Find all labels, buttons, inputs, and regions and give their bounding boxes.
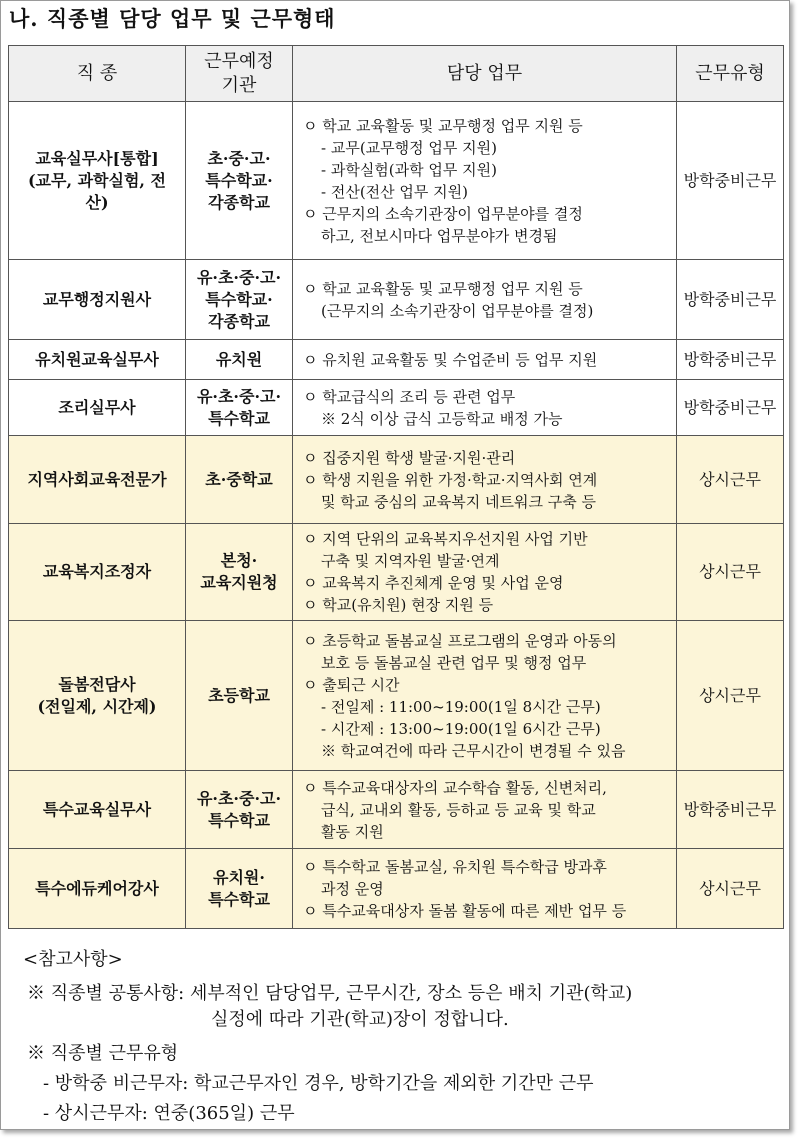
organization-line: 교육지원청 bbox=[200, 573, 278, 592]
organization-line: 초등학교 bbox=[208, 685, 270, 705]
cell-duty-description bbox=[293, 340, 677, 380]
job-type-line: 특수에듀케어강사 bbox=[35, 878, 159, 898]
cell-organization bbox=[186, 436, 293, 524]
organization-line: 특수학교· bbox=[205, 289, 273, 309]
organization-line: 초·중학교 bbox=[205, 469, 273, 489]
duty-line: - 시간제 : 13:00~19:00(1일 6시간 근무) bbox=[321, 719, 601, 738]
header-org bbox=[186, 46, 293, 102]
duty-line: 하고, 전보시마다 업무분야가 변경됨 bbox=[321, 226, 558, 245]
cell-job-type bbox=[9, 436, 186, 524]
cell-organization bbox=[186, 621, 293, 771]
cell-work-type: 상시근무 bbox=[677, 849, 784, 929]
duty-line: ㅇ 초등학교 돌봄교실 프로그램의 운영과 아동의 bbox=[303, 631, 617, 650]
table-row bbox=[9, 436, 784, 524]
table-row bbox=[9, 102, 784, 260]
cell-duty-description bbox=[293, 260, 677, 340]
cell-organization bbox=[186, 380, 293, 436]
job-type-line: 지역사회교육전문가 bbox=[27, 469, 167, 489]
organization-line: 유·초·중·고· bbox=[196, 788, 282, 808]
duty-line: ㅇ 학교급식의 조리 등 관련 업무 bbox=[303, 387, 516, 406]
organization-line: 특수학교· bbox=[205, 170, 273, 190]
organization-line: 특수학교 bbox=[208, 889, 270, 909]
duty-line: ㅇ 학생 지원을 위한 가정·학교·지역사회 연계 bbox=[303, 470, 598, 489]
table-row bbox=[9, 260, 784, 340]
cell-work-type: 상시근무 bbox=[677, 524, 784, 621]
table-row bbox=[9, 380, 784, 436]
duty-line: ㅇ 집중지원 학생 발굴·지원·관리 bbox=[303, 448, 516, 467]
cell-work-type: 방학중비근무 bbox=[677, 260, 784, 340]
organization-line: 유·초·중·고· bbox=[196, 267, 282, 287]
duty-line: ㅇ 유치원 교육활동 및 수업준비 등 업무 지원 bbox=[303, 350, 598, 369]
duty-line: ㅇ 출퇴근 시간 bbox=[303, 675, 400, 694]
header-org-line1: 근무예정 bbox=[204, 50, 274, 72]
notes-sub-vacation: - 방학중 비근무자: 학교근무자인 경우, 방학기간을 제외한 기간만 근무 bbox=[43, 1073, 594, 1094]
organization-line: 특수학교 bbox=[208, 810, 270, 830]
job-type-line: 교육실무사[통합] bbox=[35, 148, 159, 168]
cell-job-type bbox=[9, 849, 186, 929]
duty-table bbox=[8, 45, 784, 929]
cell-job-type bbox=[9, 771, 186, 849]
cell-organization bbox=[186, 102, 293, 260]
duty-line: - 전일제 : 11:00~19:00(1일 8시간 근무) bbox=[321, 697, 601, 716]
organization-line: 특수학교 bbox=[208, 408, 270, 428]
cell-job-type bbox=[9, 621, 186, 771]
duty-line: - 과학실험(과학 업무 지원) bbox=[321, 160, 497, 179]
notes-sub-fulltime: - 상시근무자: 연중(365일) 근무 bbox=[43, 1103, 295, 1124]
header-org-line2: 기관 bbox=[221, 74, 257, 96]
cell-duty-description bbox=[293, 771, 677, 849]
job-type-line: 조리실무사 bbox=[58, 397, 136, 417]
duty-line: ㅇ 교육복지 추진체계 운영 및 사업 운영 bbox=[303, 574, 564, 592]
duty-line: ㅇ 학교 교육활동 및 교무행정 업무 지원 등 bbox=[303, 279, 583, 298]
job-type-line: (전일제, 시간제) bbox=[37, 696, 157, 716]
duty-line: ※ 학교여건에 따라 근무시간이 변경될 수 있음 bbox=[321, 741, 626, 760]
table-row bbox=[9, 771, 784, 849]
duty-line: - 전산(전산 업무 지원) bbox=[321, 182, 468, 201]
cell-duty-description bbox=[293, 436, 677, 524]
job-type-line: (교무, 과학실험, 전 bbox=[27, 170, 167, 190]
cell-organization bbox=[186, 849, 293, 929]
table-row bbox=[9, 524, 784, 621]
notes-common-line1: ※ 직종별 공통사항: 세부적인 담당업무, 근무시간, 장소 등은 배치 기관(학교) bbox=[27, 983, 633, 1004]
job-type-line: 교무행정지원사 bbox=[42, 289, 152, 309]
section-title: 나. 직종별 담당 업무 및 근무형태 bbox=[9, 6, 336, 31]
duty-line: ㅇ 지역 단위의 교육복지우선지원 사업 기반 bbox=[303, 530, 588, 548]
notes-type-heading: ※ 직종별 근무유형 bbox=[27, 1043, 179, 1064]
table-row bbox=[9, 621, 784, 771]
cell-work-type: 상시근무 bbox=[677, 436, 784, 524]
organization-line: 유치원 bbox=[215, 349, 263, 369]
cell-job-type bbox=[9, 340, 186, 380]
organization-line: 각종학교 bbox=[208, 311, 270, 331]
duty-line: 급식, 교내외 활동, 등하교 등 교육 및 학교 bbox=[321, 800, 596, 819]
duty-line: ㅇ 학교 교육활동 및 교무행정 업무 지원 등 bbox=[303, 116, 583, 135]
duty-line: ㅇ 학교(유치원) 현장 지원 등 bbox=[303, 596, 494, 614]
cell-duty-description bbox=[293, 380, 677, 436]
cell-organization bbox=[186, 340, 293, 380]
organization-line: 본청· bbox=[220, 551, 258, 570]
cell-organization bbox=[186, 771, 293, 849]
header-work: 근무유형 bbox=[677, 46, 784, 102]
header-duty: 담당 업무 bbox=[293, 46, 677, 102]
cell-organization bbox=[186, 524, 293, 621]
duty-line: ※ 2식 이상 급식 고등학교 배정 가능 bbox=[321, 409, 563, 428]
job-type-line: 교육복지조정자 bbox=[42, 562, 152, 581]
duty-line: (근무지의 소속기관장이 업무분야를 결정) bbox=[321, 301, 594, 320]
duty-line: ㅇ 특수교육대상자 돌봄 활동에 따른 제반 업무 등 bbox=[303, 901, 627, 920]
organization-line: 초·중·고· bbox=[207, 148, 271, 168]
duty-line: ㅇ 특수학교 돌봄교실, 유치원 특수학급 방과후 bbox=[303, 857, 607, 876]
cell-job-type bbox=[9, 102, 186, 260]
duty-line: 구축 및 지역자원 발굴·연계 bbox=[321, 552, 500, 570]
duty-line: ㅇ 특수교육대상자의 교수학습 활동, 신변처리, bbox=[303, 778, 607, 797]
organization-line: 각종학교 bbox=[208, 192, 270, 212]
cell-duty-description bbox=[293, 524, 677, 621]
cell-job-type bbox=[9, 524, 186, 621]
cell-duty-description bbox=[293, 849, 677, 929]
duty-line: 활동 지원 bbox=[321, 822, 384, 841]
cell-job-type bbox=[9, 260, 186, 340]
duty-line: 과정 운영 bbox=[321, 879, 384, 898]
job-type-line: 특수교육실무사 bbox=[42, 799, 152, 819]
cell-work-type: 방학중비근무 bbox=[677, 771, 784, 849]
reference-notes bbox=[23, 947, 632, 1131]
cell-duty-description bbox=[293, 621, 677, 771]
duty-line: 보호 등 돌봄교실 관련 업무 및 행정 업무 bbox=[321, 653, 587, 672]
duty-line: ㅇ 근무지의 소속기관장이 업무분야를 결정 bbox=[303, 204, 583, 223]
job-type-line: 산) bbox=[85, 192, 109, 212]
notes-heading: <참고사항> bbox=[23, 949, 123, 970]
cell-work-type: 방학중비근무 bbox=[677, 340, 784, 380]
cell-organization bbox=[186, 260, 293, 340]
organization-line: 유·초·중·고· bbox=[196, 386, 282, 406]
table-row bbox=[9, 849, 784, 929]
job-type-line: 유치원교육실무사 bbox=[35, 349, 159, 369]
table-header-row bbox=[9, 46, 784, 102]
duty-line: - 교무(교무행정 업무 지원) bbox=[321, 138, 497, 157]
table-body bbox=[9, 102, 784, 929]
cell-job-type bbox=[9, 380, 186, 436]
cell-work-type: 상시근무 bbox=[677, 621, 784, 771]
notes-common-line2: 실정에 따라 기관(학교)장이 정합니다. bbox=[211, 1009, 509, 1030]
table-row bbox=[9, 340, 784, 380]
job-type-line: 돌봄전담사 bbox=[58, 674, 136, 694]
duty-line: 및 학교 중심의 교육복지 네트워크 구축 등 bbox=[321, 492, 596, 511]
cell-work-type: 방학중비근무 bbox=[677, 102, 784, 260]
cell-work-type: 방학중비근무 bbox=[677, 380, 784, 436]
cell-duty-description bbox=[293, 102, 677, 260]
organization-line: 유치원· bbox=[213, 867, 265, 887]
header-type: 직 종 bbox=[9, 46, 186, 102]
